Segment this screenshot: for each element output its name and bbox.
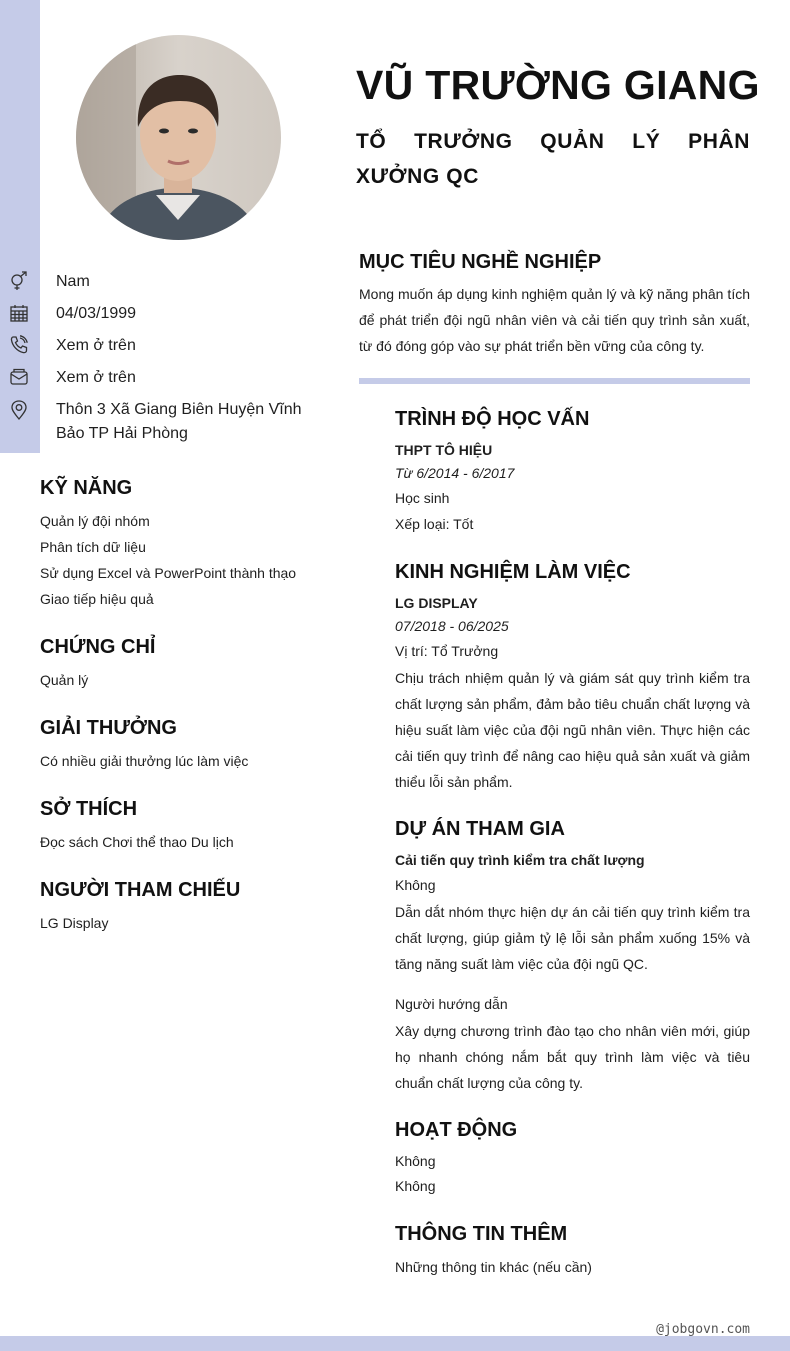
project-sub: Không (395, 877, 436, 893)
gender-value: Nam (56, 273, 90, 290)
education-title: TRÌNH ĐỘ HỌC VẤN (395, 408, 590, 430)
profile-photo (76, 35, 281, 240)
certificates-title: CHỨNG CHỈ (40, 636, 156, 658)
objective-text: Mong muốn áp dụng kinh nghiệm quản lý và kỹ năng phân tích để phát triển đội ngũ nhân viên và cải tiến quy trình sản xuất, từ đó đóng góp vào sự phát triển bền vững của công ty. (359, 286, 750, 354)
phone-value: Xem ở trên (56, 337, 136, 354)
certificate-item: Quản lý (40, 672, 89, 688)
hobbies-title: SỞ THÍCH (40, 798, 138, 820)
bottom-accent-strip (0, 1336, 790, 1351)
activities-title: HOẠT ĐỘNG (395, 1119, 518, 1141)
references-text: LG Display (40, 915, 109, 931)
experience-description: Chịu trách nhiệm quản lý và giám sát quy trình kiểm tra chất lượng sản phẩm, đảm bảo tiêu chuẩn chất lượng và hiệu suất làm việc của đội ngũ nhân viên. Thực hiện các cải tiến quy trình để nâng cao hiệu quả sản xuất và giảm thiểu lỗi sản phẩm. (395, 670, 750, 790)
project-role-description: Xây dựng chương trình đào tạo cho nhân viên mới, giúp họ nhanh chóng nắm bắt quy trình làm việc và tiêu chuẩn chất lượng của công ty. (395, 1023, 750, 1091)
skill-item: Sử dụng Excel và PowerPoint thành thạo (40, 565, 297, 581)
gender-icon (9, 271, 29, 291)
experience-title: KINH NGHIỆM LÀM VIỆC (395, 561, 631, 583)
additional-text: Những thông tin khác (nếu cần) (395, 1259, 592, 1275)
project-role: Người hướng dẫn (395, 996, 508, 1012)
project-name: Cải tiến quy trình kiểm tra chất lượng (395, 852, 645, 868)
experience-period: 07/2018 - 06/2025 (395, 618, 509, 634)
location-icon (9, 400, 29, 420)
additional-title: THÔNG TIN THÊM (395, 1223, 568, 1245)
skill-item: Quản lý đội nhóm (40, 513, 150, 529)
address-value: Thôn 3 Xã Giang Biên Huyện Vĩnh Bảo TP Hải Phòng (56, 401, 302, 442)
awards-title: GIẢI THƯỞNG (40, 717, 177, 739)
education-grade: Xếp loại: Tốt (395, 516, 474, 532)
skill-item: Giao tiếp hiệu quả (40, 591, 154, 607)
experience-position: Vị trí: Tổ Trưởng (395, 643, 499, 659)
email-value: Xem ở trên (56, 369, 136, 386)
projects-title: DỰ ÁN THAM GIA (395, 818, 565, 840)
watermark-text: @jobgovn.com (656, 1322, 750, 1337)
education-major: Học sinh (395, 490, 450, 506)
hobbies-text: Đọc sách Chơi thể thao Du lịch (40, 834, 234, 850)
phone-icon (9, 335, 29, 355)
objective-title: MỤC TIÊU NGHỀ NGHIỆP (359, 251, 602, 273)
birthday-value: 04/03/1999 (56, 305, 137, 322)
project-description: Dẫn dắt nhóm thực hiện dự án cải tiến quy trình kiểm tra chất lượng, giúp giảm tỷ lệ lỗi sản phẩm xuống 15% và tăng năng suất làm việc của đội ngũ QC. (395, 904, 750, 972)
mail-icon (9, 367, 29, 387)
education-period: Từ 6/2014 - 6/2017 (395, 465, 515, 481)
calendar-icon (9, 303, 29, 323)
job-title: TỔ TRƯỞNG QUẢN LÝ PHÂN XƯỞNG QC (356, 130, 750, 188)
section-divider (359, 378, 750, 384)
skills-title: KỸ NĂNG (40, 477, 133, 499)
experience-company: LG DISPLAY (395, 595, 478, 611)
education-school: THPT TÔ HIỆU (395, 442, 493, 458)
candidate-name: VŨ TRƯỜNG GIANG (356, 62, 760, 108)
references-title: NGƯỜI THAM CHIẾU (40, 879, 241, 901)
skill-item: Phân tích dữ liệu (40, 539, 146, 555)
activity-item: Không (395, 1178, 436, 1194)
award-item: Có nhiều giải thưởng lúc làm việc (40, 753, 249, 769)
activity-item: Không (395, 1153, 436, 1169)
